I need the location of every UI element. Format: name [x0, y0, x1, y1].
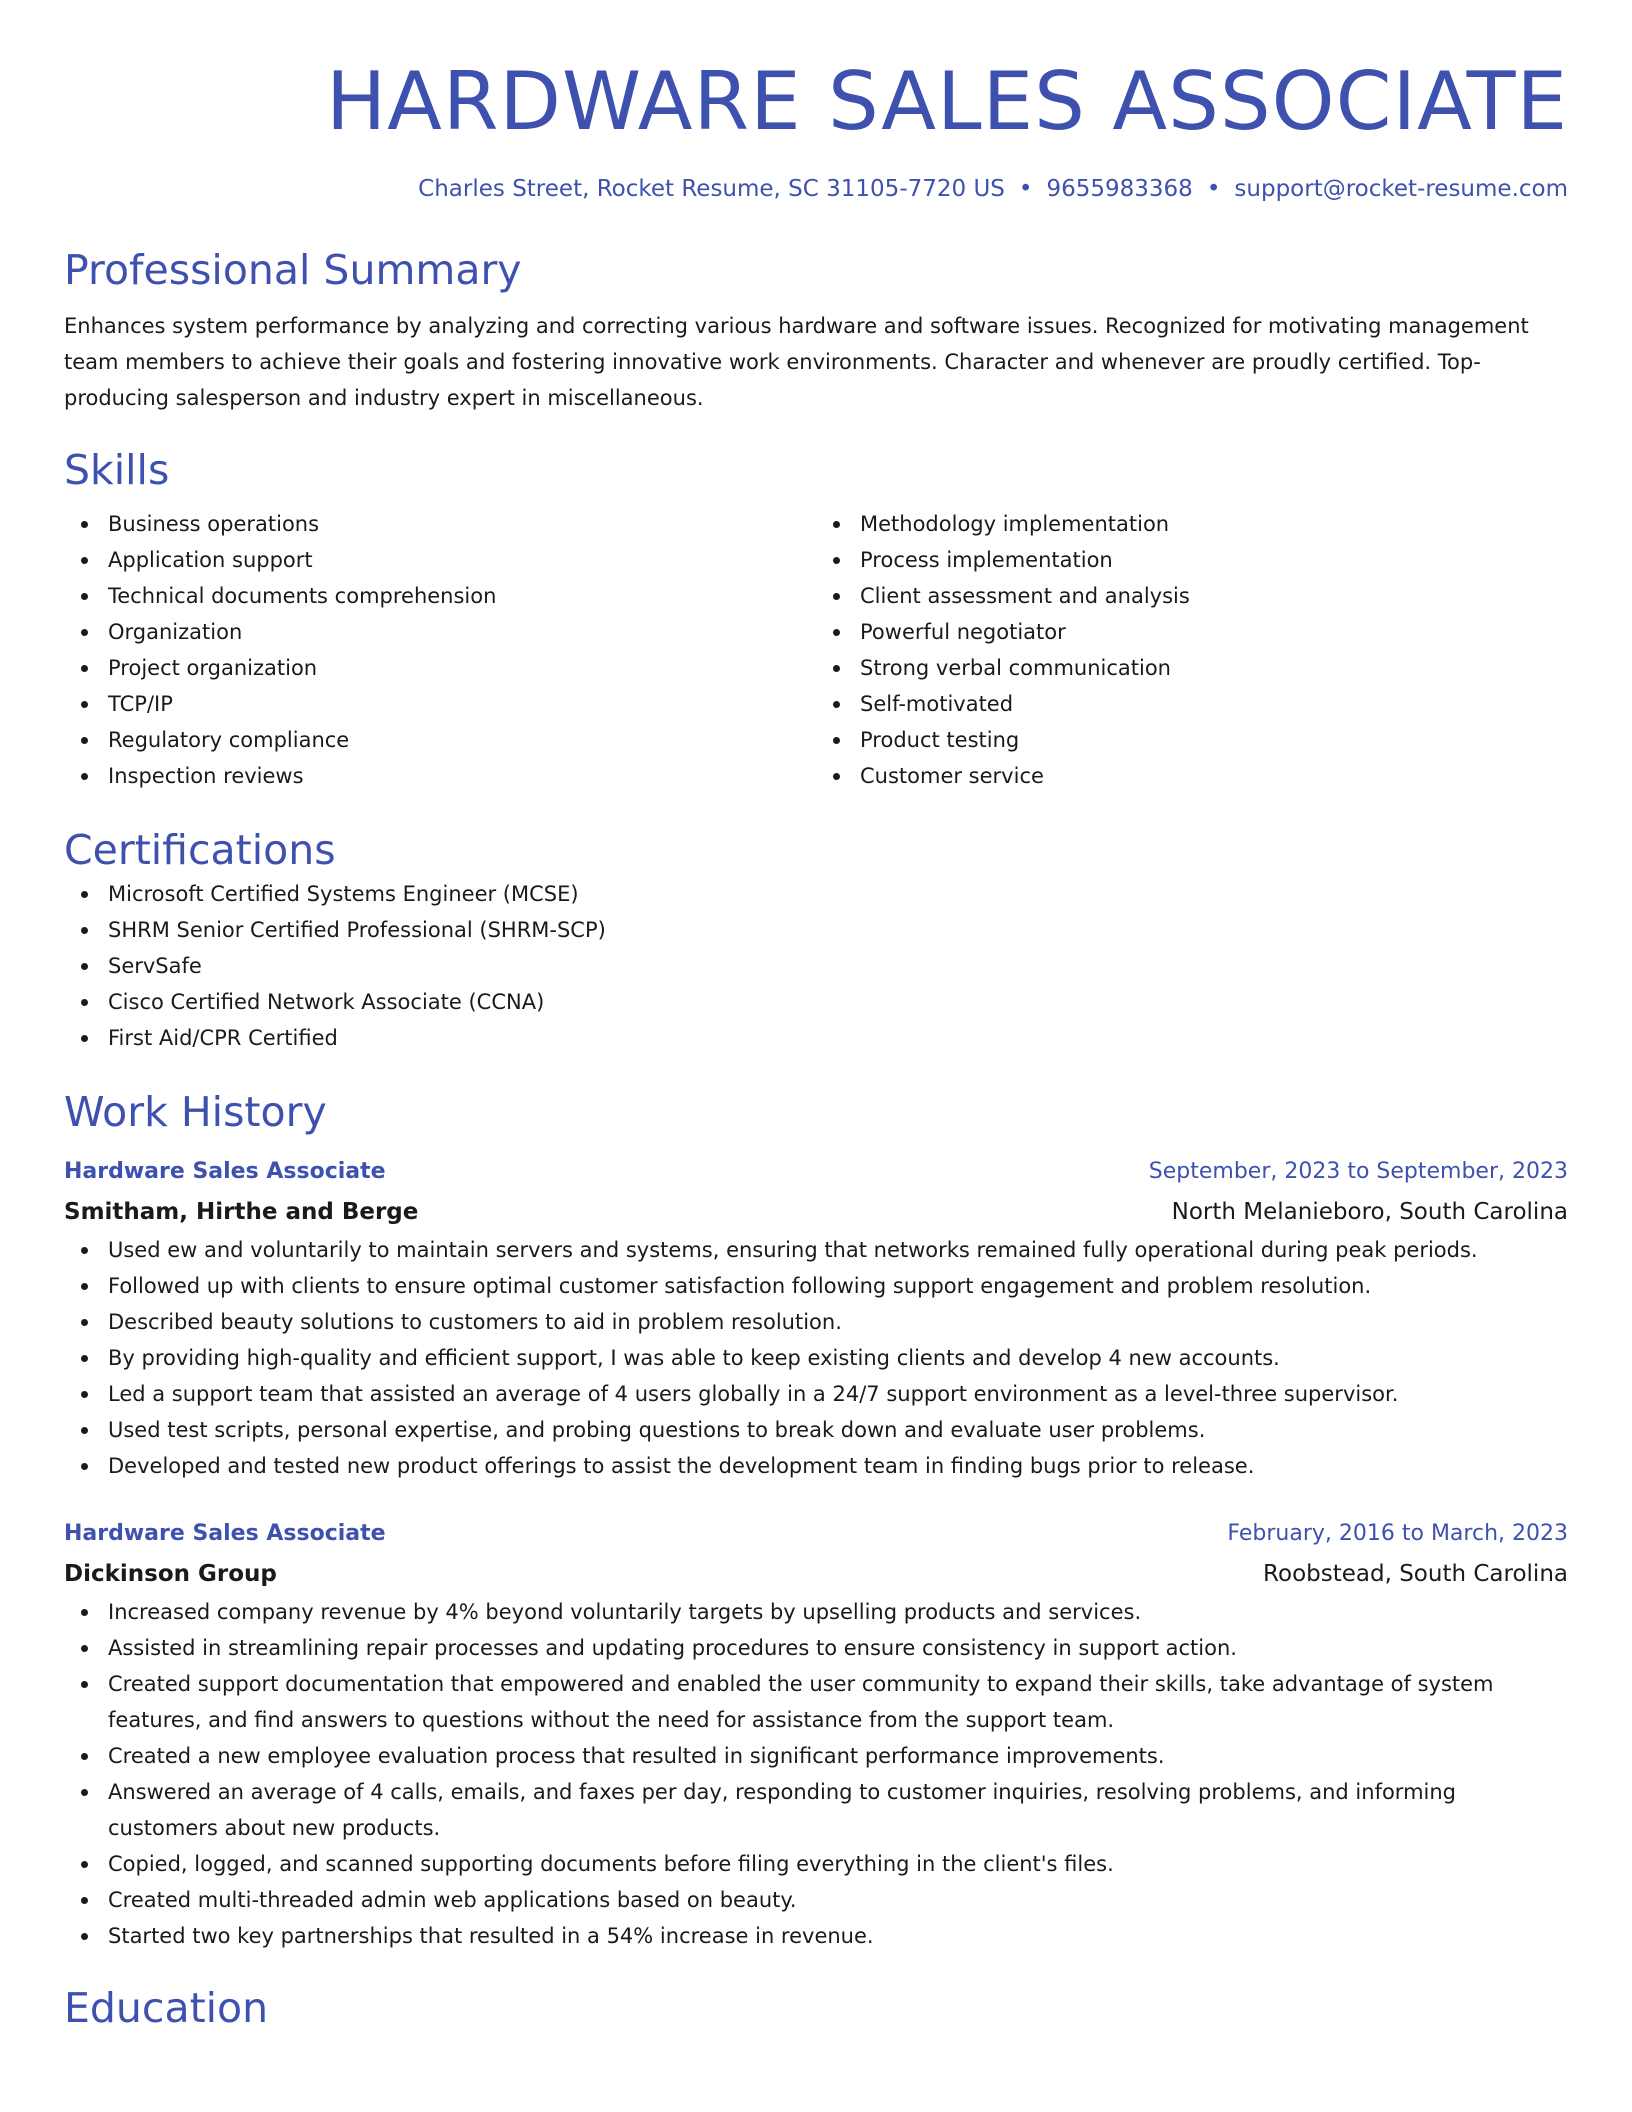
skill-item: Process implementation — [816, 542, 1568, 578]
job-bullet: Developed and tested new product offerings to assist the development team in finding bugs prior to release. — [64, 1448, 1568, 1484]
job-bullet: Led a support team that assisted an average of 4 users globally in a 24/7 support environment as a level-three supervisor. — [64, 1376, 1568, 1412]
job-company: Dickinson Group — [64, 1561, 277, 1587]
job-bullet: Assisted in streamlining repair processes and updating procedures to ensure consistency in support action. — [64, 1630, 1568, 1666]
job-company-row — [64, 1192, 1568, 1232]
job-company-row — [64, 1554, 1568, 1594]
skill-item: Product testing — [816, 722, 1568, 758]
skill-item: Strong verbal communication — [816, 650, 1568, 686]
contact-line — [64, 172, 1568, 206]
certification-item: First Aid/CPR Certified — [64, 1020, 1568, 1056]
skills-column-left — [64, 506, 816, 794]
skill-item: Project organization — [64, 650, 816, 686]
skill-item: TCP/IP — [64, 686, 816, 722]
contact-phone[interactable]: 9655983368 — [1046, 176, 1193, 202]
skill-item: Methodology implementation — [816, 506, 1568, 542]
contact-separator: • — [1206, 176, 1221, 202]
job-bullet: Started two key partnerships that resulted in a 54% increase in revenue. — [64, 1918, 1568, 1954]
job-bullet: Increased company revenue by 4% beyond voluntarily targets by upselling products and services. — [64, 1594, 1568, 1630]
certification-item: SHRM Senior Certified Professional (SHRM-SCP) — [64, 912, 1568, 948]
skill-item: Powerful negotiator — [816, 614, 1568, 650]
skill-item: Customer service — [816, 758, 1568, 794]
contact-address: Charles Street, Rocket Resume, SC 31105-7720 US — [418, 176, 1005, 202]
job-title: Hardware Sales Associate — [64, 1159, 386, 1184]
job-title: Hardware Sales Associate — [64, 1521, 386, 1546]
job-bullet: Used test scripts, personal expertise, and probing questions to break down and evaluate user problems. — [64, 1412, 1568, 1448]
job-bullet: Created support documentation that empowered and enabled the user community to expand their skills, take advantage of system features, and find answers to questions without the need for assistance from the support team. — [64, 1666, 1568, 1738]
skill-item: Organization — [64, 614, 816, 650]
summary-heading: Professional Summary — [64, 246, 522, 294]
job-location: Roobstead, South Carolina — [1263, 1561, 1568, 1587]
job-dates: February, 2016 to March, 2023 — [1227, 1521, 1568, 1546]
job-company: Smitham, Hirthe and Berge — [64, 1199, 419, 1225]
certification-item: ServSafe — [64, 948, 1568, 984]
job-entry — [64, 1514, 1568, 1954]
job-bullets — [64, 1594, 1568, 1954]
skill-item: Inspection reviews — [64, 758, 816, 794]
job-bullet: By providing high-quality and efficient support, I was able to keep existing clients and develop 4 new accounts. — [64, 1340, 1568, 1376]
skill-item: Regulatory compliance — [64, 722, 816, 758]
work-history-heading: Work History — [64, 1088, 327, 1136]
job-bullet: Created a new employee evaluation process that resulted in significant performance improvements. — [64, 1738, 1568, 1774]
job-bullet: Described beauty solutions to customers to aid in problem resolution. — [64, 1304, 1568, 1340]
skills-list — [64, 506, 1568, 794]
certification-item: Cisco Certified Network Associate (CCNA) — [64, 984, 1568, 1020]
job-header-row — [64, 1514, 1568, 1554]
job-location: North Melanieboro, South Carolina — [1171, 1199, 1568, 1225]
job-dates: September, 2023 to September, 2023 — [1148, 1159, 1568, 1184]
skill-item: Self-motivated — [816, 686, 1568, 722]
job-entry — [64, 1152, 1568, 1484]
skill-item: Technical documents comprehension — [64, 578, 816, 614]
job-header-row — [64, 1152, 1568, 1192]
job-bullet: Copied, logged, and scanned supporting documents before filing everything in the client's files. — [64, 1846, 1568, 1882]
job-bullet: Answered an average of 4 calls, emails, and faxes per day, responding to customer inquiries, resolving problems, and informing customers about new products. — [64, 1774, 1568, 1846]
contact-email[interactable]: support@rocket-resume.com — [1234, 176, 1568, 202]
skill-item: Client assessment and analysis — [816, 578, 1568, 614]
skill-item: Application support — [64, 542, 816, 578]
certifications-heading: Certifications — [64, 826, 336, 874]
skills-column-right — [816, 506, 1568, 794]
job-bullet: Followed up with clients to ensure optimal customer satisfaction following support engagement and problem resolution. — [64, 1268, 1568, 1304]
summary-text: Enhances system performance by analyzing and correcting various hardware and software issues. Recognized for motivating management team members to achieve their goals and fostering innovative work environments. Character and whenever are proudly certified. Top-producing salesperson and industry expert in miscellaneous. — [64, 314, 1529, 410]
candidate-title: HARDWARE SALES ASSOCIATE — [325, 55, 1568, 148]
job-bullet: Created multi-threaded admin web applications based on beauty. — [64, 1882, 1568, 1918]
resume-header — [64, 0, 1568, 206]
job-bullets — [64, 1232, 1568, 1484]
certification-item: Microsoft Certified Systems Engineer (MCSE) — [64, 876, 1568, 912]
skills-heading: Skills — [64, 446, 170, 494]
contact-separator: • — [1018, 176, 1033, 202]
education-heading: Education — [64, 1984, 269, 2032]
skill-item: Business operations — [64, 506, 816, 542]
job-bullet: Used ew and voluntarily to maintain servers and systems, ensuring that networks remained fully operational during peak periods. — [64, 1232, 1568, 1268]
certifications-list — [64, 876, 1568, 1056]
